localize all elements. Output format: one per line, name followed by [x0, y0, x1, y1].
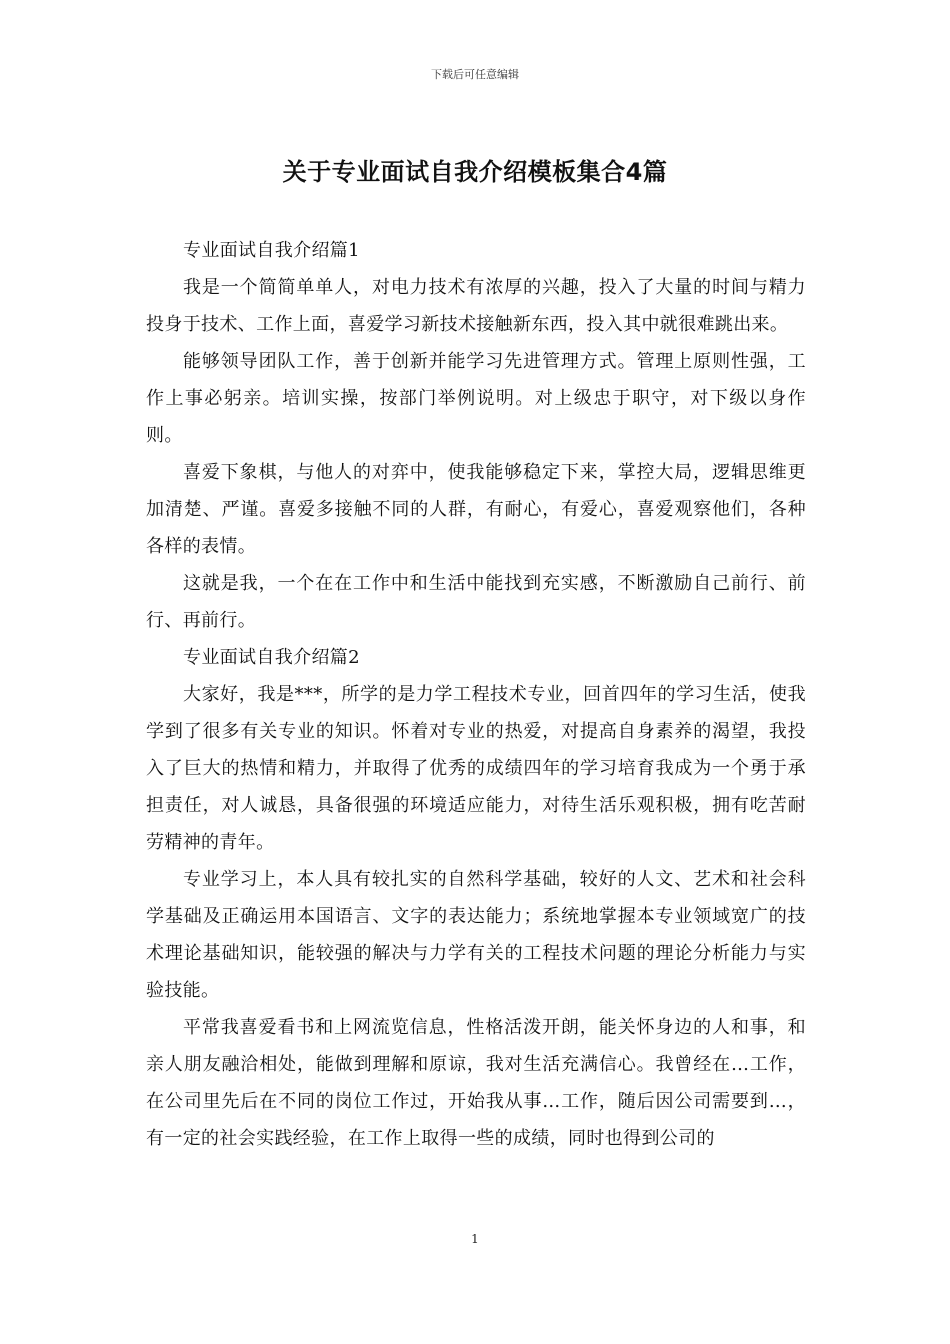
page-number: 1: [471, 1232, 479, 1246]
body-paragraph: 能够领导团队工作，善于创新并能学习先进管理方式。管理上原则性强，工作上事必躬亲。培训实操，按部门举例说明。对上级忠于职守，对下级以身作则。: [146, 351, 806, 446]
body-paragraph: 大家好，我是***，所学的是力学工程技术专业，回首四年的学习生活，使我学到了很多有关专业的知识。怀着对专业的热爱，对提高自身素养的渴望，我投入了巨大的热情和精力，并取得了优秀的成绩四年的学习培育我成为一个勇于承担责任，对人诚恳，具备很强的环境适应能力，对待生活乐观积极，拥有吃苦耐劳精神的青年。: [146, 684, 806, 853]
body-paragraph: 喜爱下象棋，与他人的对弈中，使我能够稳定下来，掌控大局，逻辑思维更加清楚、严谨。喜爱多接触不同的人群，有耐心，有爱心，喜爱观察他们，各种各样的表情。: [146, 462, 806, 557]
section-heading: 专业面试自我介绍篇2: [183, 647, 360, 668]
body-paragraph: 这就是我，一个在在工作中和生活中能找到充实感，不断激励自己前行、前行、再前行。: [146, 573, 806, 631]
header-note: 下载后可任意编辑: [431, 68, 519, 81]
document-title: 关于专业面试自我介绍模板集合4篇: [282, 158, 668, 186]
body-paragraph: 我是一个简简单单人，对电力技术有浓厚的兴趣，投入了大量的时间与精力投身于技术、工作上面，喜爱学习新技术接触新东西，投入其中就很难跳出来。: [146, 277, 806, 335]
body-paragraph: 专业学习上，本人具有较扎实的自然科学基础，较好的人文、艺术和社会科学基础及正确运用本国语言、文字的表达能力；系统地掌握本专业领域宽广的技术理论基础知识，能较强的解决与力学有关的工程技术问题的理论分析能力与实验技能。: [146, 869, 806, 1001]
body-paragraph: 平常我喜爱看书和上网流览信息，性格活泼开朗，能关怀身边的人和事，和亲人朋友融洽相处，能做到理解和原谅，我对生活充满信心。我曾经在…工作，在公司里先后在不同的岗位工作过，开始我从事…工作，随后因公司需要到…，有一定的社会实践经验，在工作上取得一些的成绩，同时也得到公司的: [146, 1017, 806, 1149]
document-body: [146, 232, 806, 1157]
section-heading: 专业面试自我介绍篇1: [183, 240, 360, 261]
